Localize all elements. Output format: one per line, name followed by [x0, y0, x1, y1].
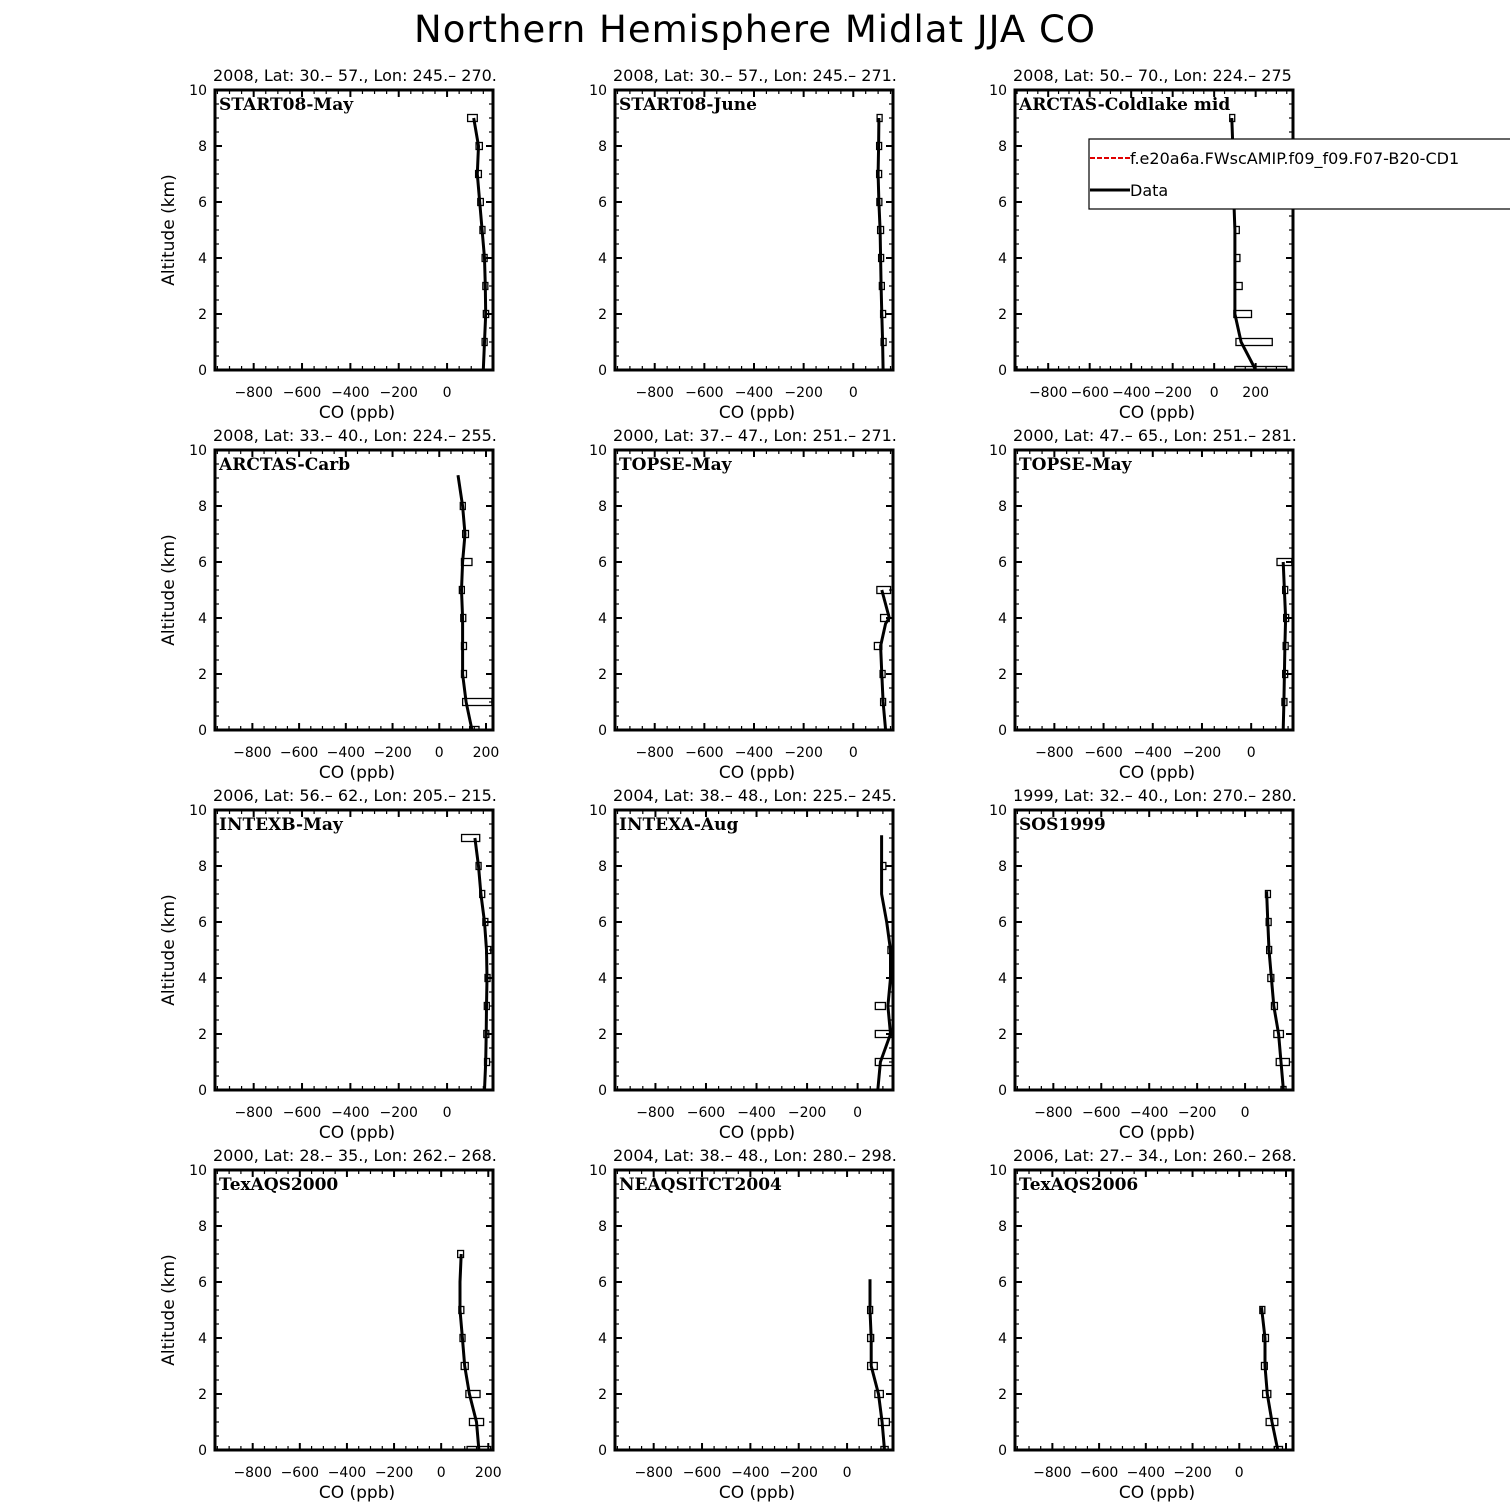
y-tick-label: 6: [998, 915, 1007, 931]
subplot: [589, 66, 897, 423]
plot-frame: [215, 90, 493, 370]
x-axis-label: CO (ppb): [1118, 1123, 1196, 1143]
campaign-label: INTEXA-Aug: [619, 815, 739, 835]
data-layer: [458, 475, 492, 733]
x-tick-label: −600: [280, 1465, 320, 1481]
data-profile-line: [475, 838, 487, 1090]
y-tick-label: 6: [998, 1275, 1007, 1291]
x-tick-label: 0: [436, 1465, 446, 1481]
subplot-title: 2008, Lat: 33.– 40., Lon: 224.– 255.: [213, 426, 497, 445]
x-tick-label: 200: [1242, 385, 1270, 401]
x-tick-label: −800: [635, 385, 674, 401]
x-tick-label: −800: [635, 745, 674, 761]
legend-model-label: f.e20a6a.FWscAMIP.f09_f09.F07-B20-CD1: [1130, 149, 1460, 168]
y-tick-label: 4: [598, 971, 607, 987]
x-tick-label: 0: [853, 1105, 863, 1121]
campaign-label: START08-June: [619, 95, 757, 115]
data-profile-line: [881, 590, 890, 730]
y-axis-label: Altitude (km): [159, 534, 179, 646]
data-layer: [1265, 891, 1289, 1094]
x-tick-label: −200: [1182, 745, 1222, 761]
range-box: [1276, 1059, 1289, 1066]
x-axis-label: CO (ppb): [318, 763, 396, 783]
y-tick-label: 6: [198, 915, 207, 931]
x-tick-label: −200: [784, 745, 823, 761]
y-tick-label: 6: [598, 1275, 607, 1291]
x-tick-label: 0: [434, 745, 444, 761]
y-tick-label: 2: [598, 667, 607, 683]
y-tick-label: 10: [189, 1163, 207, 1179]
y-tick-label: 8: [998, 499, 1007, 515]
range-box: [462, 835, 480, 842]
y-tick-label: 6: [998, 195, 1007, 211]
subplot-title: 2000, Lat: 47.– 65., Lon: 251.– 281.: [1013, 426, 1297, 445]
subplot: [589, 426, 897, 783]
y-tick-label: 2: [998, 1027, 1007, 1043]
x-axis-label: CO (ppb): [318, 403, 396, 423]
plot-frame: [615, 1170, 893, 1450]
data-profile-line: [878, 835, 891, 1090]
x-tick-label: −600: [682, 1465, 722, 1481]
data-layer: [875, 835, 893, 1090]
campaign-label: TOPSE-May: [619, 455, 732, 475]
x-tick-label: −400: [327, 1465, 367, 1481]
x-axis-label: CO (ppb): [1118, 403, 1196, 423]
x-axis-label: CO (ppb): [318, 1123, 396, 1143]
x-tick-label: −400: [1133, 745, 1172, 761]
plot-frame: [1015, 810, 1293, 1090]
y-tick-label: 10: [589, 803, 607, 819]
data-layer: [874, 587, 890, 731]
x-tick-label: −600: [686, 1105, 726, 1121]
legend: [1089, 139, 1510, 209]
y-tick-label: 10: [189, 443, 207, 459]
subplot: [989, 66, 1293, 423]
plot-frame: [615, 450, 893, 730]
x-tick-label: 0: [442, 1105, 452, 1121]
subplot: [989, 426, 1297, 783]
x-tick-label: 0: [1209, 385, 1219, 401]
range-box: [468, 115, 478, 122]
x-tick-label: −200: [374, 1465, 414, 1481]
x-tick-label: −600: [1084, 745, 1123, 761]
y-tick-label: 2: [198, 667, 207, 683]
data-profile-line: [1283, 562, 1285, 730]
y-tick-label: 0: [998, 723, 1007, 739]
x-tick-label: −600: [1079, 1465, 1119, 1481]
y-tick-label: 4: [598, 1331, 607, 1347]
x-tick-label: −400: [731, 1465, 770, 1481]
y-tick-label: 4: [998, 1331, 1007, 1347]
x-tick-label: −600: [1082, 1105, 1121, 1121]
y-tick-label: 2: [198, 1387, 207, 1403]
x-tick-label: −400: [1126, 1465, 1166, 1481]
campaign-label: INTEXB-May: [219, 815, 343, 835]
data-layer: [868, 1279, 890, 1453]
y-tick-label: 0: [598, 363, 607, 379]
x-tick-label: −800: [1035, 745, 1074, 761]
y-tick-label: 4: [198, 971, 207, 987]
y-tick-label: 2: [998, 307, 1007, 323]
data-profile-line: [1267, 891, 1284, 1090]
y-axis-label: Altitude (km): [159, 174, 179, 286]
y-tick-label: 8: [598, 139, 607, 155]
x-tick-label: −400: [326, 745, 366, 761]
campaign-label: NEAQSITCT2004: [619, 1175, 782, 1195]
campaign-label: TOPSE-May: [1019, 455, 1132, 475]
y-tick-label: 8: [198, 859, 207, 875]
x-axis-label: CO (ppb): [1118, 763, 1196, 783]
y-tick-label: 6: [198, 195, 207, 211]
y-tick-label: 10: [189, 83, 207, 99]
y-tick-label: 8: [598, 1219, 607, 1235]
subplot-title: 2000, Lat: 37.– 47., Lon: 251.– 271.: [613, 426, 897, 445]
y-tick-label: 8: [598, 499, 607, 515]
plot-frame: [1015, 1170, 1293, 1450]
x-tick-label: −800: [636, 1105, 675, 1121]
x-tick-label: −200: [1177, 1105, 1217, 1121]
x-tick-label: 0: [442, 385, 452, 401]
x-axis-label: CO (ppb): [718, 1123, 796, 1143]
y-tick-label: 6: [598, 555, 607, 571]
x-tick-label: 0: [842, 1465, 852, 1481]
subplot-title: 1999, Lat: 32.– 40., Lon: 270.– 280.: [1013, 786, 1297, 805]
x-tick-label: −400: [734, 385, 774, 401]
data-profile-line: [474, 118, 486, 370]
y-tick-label: 6: [998, 555, 1007, 571]
y-tick-label: 8: [998, 1219, 1007, 1235]
subplot-title: 2006, Lat: 27.– 34., Lon: 260.– 268.: [1013, 1146, 1297, 1165]
x-tick-label: −800: [1033, 1465, 1072, 1481]
x-tick-label: −800: [234, 385, 273, 401]
y-tick-label: 10: [589, 83, 607, 99]
x-tick-label: −600: [279, 745, 319, 761]
data-profile-line: [458, 475, 472, 730]
y-tick-label: 2: [998, 667, 1007, 683]
y-tick-label: 0: [998, 363, 1007, 379]
x-tick-label: 200: [472, 745, 500, 761]
subplot: [159, 786, 497, 1143]
subplot: [589, 1146, 897, 1503]
x-tick-label: −800: [1028, 385, 1068, 401]
subplot: [159, 426, 499, 783]
x-tick-label: −200: [379, 385, 418, 401]
y-tick-label: 6: [198, 1275, 207, 1291]
range-box: [875, 1003, 885, 1010]
x-axis-label: CO (ppb): [718, 763, 796, 783]
x-tick-label: 200: [474, 1465, 502, 1481]
subplot: [989, 1146, 1297, 1503]
y-tick-label: 6: [198, 555, 207, 571]
data-layer: [468, 115, 489, 371]
plot-frame: [215, 810, 493, 1090]
y-tick-label: 2: [598, 307, 607, 323]
plot-frame: [215, 1170, 493, 1450]
x-tick-label: −200: [1153, 385, 1192, 401]
x-tick-label: −200: [373, 745, 412, 761]
x-tick-label: −800: [233, 745, 272, 761]
y-tick-label: 8: [198, 1219, 207, 1235]
data-layer: [1277, 559, 1292, 731]
plot-frame: [1015, 450, 1293, 730]
x-tick-label: −600: [282, 1105, 322, 1121]
y-tick-label: 10: [189, 803, 207, 819]
y-tick-label: 4: [998, 611, 1007, 627]
y-tick-label: 8: [198, 139, 207, 155]
x-axis-label: CO (ppb): [718, 1483, 796, 1503]
y-tick-label: 10: [989, 803, 1007, 819]
y-tick-label: 10: [989, 83, 1007, 99]
y-tick-label: 4: [998, 971, 1007, 987]
subplot-title: 2004, Lat: 38.– 48., Lon: 280.– 298.: [613, 1146, 897, 1165]
x-tick-label: 0: [1234, 1465, 1244, 1481]
y-tick-label: 4: [198, 611, 207, 627]
data-layer: [458, 1251, 491, 1454]
y-axis-label: Altitude (km): [159, 1254, 179, 1366]
x-tick-label: 0: [1246, 745, 1256, 761]
y-tick-label: 0: [998, 1443, 1007, 1459]
y-tick-label: 6: [598, 195, 607, 211]
y-tick-label: 2: [198, 307, 207, 323]
x-tick-label: −400: [1111, 385, 1151, 401]
subplot-title: 2008, Lat: 50.– 70., Lon: 224.– 275: [1013, 66, 1292, 85]
y-tick-label: 0: [998, 1083, 1007, 1099]
x-tick-label: −400: [737, 1105, 776, 1121]
subplot-title: 2008, Lat: 30.– 57., Lon: 245.– 271.: [613, 66, 897, 85]
subplot-title: 2004, Lat: 38.– 48., Lon: 225.– 245.: [613, 786, 897, 805]
x-tick-label: −200: [379, 1105, 418, 1121]
x-tick-label: −600: [282, 385, 322, 401]
data-layer: [462, 835, 491, 1091]
x-tick-label: −800: [634, 1465, 673, 1481]
subplot: [159, 66, 497, 423]
x-tick-label: −200: [787, 1105, 827, 1121]
data-layer: [1260, 1307, 1283, 1454]
plot-frame: [615, 810, 893, 1090]
x-tick-label: −200: [779, 1465, 818, 1481]
y-tick-label: 0: [198, 363, 207, 379]
x-tick-label: −600: [685, 745, 724, 761]
subplot-title: 2000, Lat: 28.– 35., Lon: 262.– 268.: [213, 1146, 497, 1165]
y-tick-label: 4: [998, 251, 1007, 267]
x-tick-label: −600: [1070, 385, 1109, 401]
y-tick-label: 8: [598, 859, 607, 875]
campaign-label: TexAQS2006: [1019, 1175, 1139, 1195]
y-tick-label: 0: [598, 723, 607, 739]
y-tick-label: 0: [198, 1443, 207, 1459]
x-tick-label: 0: [848, 385, 858, 401]
x-tick-label: −800: [1034, 1105, 1073, 1121]
x-axis-label: CO (ppb): [1118, 1483, 1196, 1503]
legend-data-label: Data: [1130, 181, 1169, 200]
x-axis-label: CO (ppb): [318, 1483, 396, 1503]
x-tick-label: −800: [233, 1465, 272, 1481]
y-tick-label: 10: [989, 443, 1007, 459]
subplot: [159, 1146, 502, 1503]
campaign-label: TexAQS2000: [219, 1175, 339, 1195]
x-tick-label: −400: [1129, 1105, 1169, 1121]
x-tick-label: −400: [331, 1105, 370, 1121]
y-tick-label: 0: [198, 1083, 207, 1099]
y-tick-label: 4: [598, 611, 607, 627]
y-tick-label: 10: [989, 1163, 1007, 1179]
x-tick-label: −800: [234, 1105, 273, 1121]
y-tick-label: 0: [598, 1443, 607, 1459]
campaign-label: SOS1999: [1019, 815, 1106, 835]
subplot: [989, 786, 1297, 1143]
x-axis-label: CO (ppb): [718, 403, 796, 423]
y-tick-label: 2: [198, 1027, 207, 1043]
x-tick-label: −400: [331, 385, 370, 401]
x-tick-label: −200: [1173, 1465, 1212, 1481]
plot-frame: [215, 450, 493, 730]
data-profile-line: [1262, 1307, 1278, 1450]
y-tick-label: 10: [589, 443, 607, 459]
plot-frame: [615, 90, 893, 370]
y-tick-label: 8: [998, 859, 1007, 875]
y-tick-label: 0: [198, 723, 207, 739]
figure-title: Northern Hemisphere Midlat JJA CO: [414, 8, 1096, 51]
y-tick-label: 10: [589, 1163, 607, 1179]
y-tick-label: 4: [198, 251, 207, 267]
campaign-label: START08-May: [219, 95, 354, 115]
x-tick-label: −200: [784, 385, 823, 401]
y-tick-label: 2: [598, 1027, 607, 1043]
x-tick-label: −400: [734, 745, 774, 761]
y-tick-label: 0: [598, 1083, 607, 1099]
x-tick-label: −600: [685, 385, 724, 401]
y-tick-label: 2: [598, 1387, 607, 1403]
y-tick-label: 8: [198, 499, 207, 515]
subplot-title: 2006, Lat: 56.– 62., Lon: 205.– 215.: [213, 786, 497, 805]
y-tick-label: 4: [198, 1331, 207, 1347]
y-tick-label: 6: [598, 915, 607, 931]
x-tick-label: 0: [1240, 1105, 1250, 1121]
y-axis-label: Altitude (km): [159, 894, 179, 1006]
subplot: [589, 786, 897, 1143]
data-profile-line: [878, 118, 883, 370]
y-tick-label: 2: [998, 1387, 1007, 1403]
x-tick-label: 0: [848, 745, 858, 761]
campaign-label: ARCTAS-Carb: [219, 455, 351, 475]
plot-frame: [1015, 90, 1293, 370]
subplot-title: 2008, Lat: 30.– 57., Lon: 245.– 270.: [213, 66, 497, 85]
range-box: [878, 1419, 889, 1426]
data-layer: [877, 115, 886, 371]
campaign-label: ARCTAS-Coldlake mid: [1019, 95, 1231, 115]
y-tick-label: 4: [598, 251, 607, 267]
y-tick-label: 8: [998, 139, 1007, 155]
